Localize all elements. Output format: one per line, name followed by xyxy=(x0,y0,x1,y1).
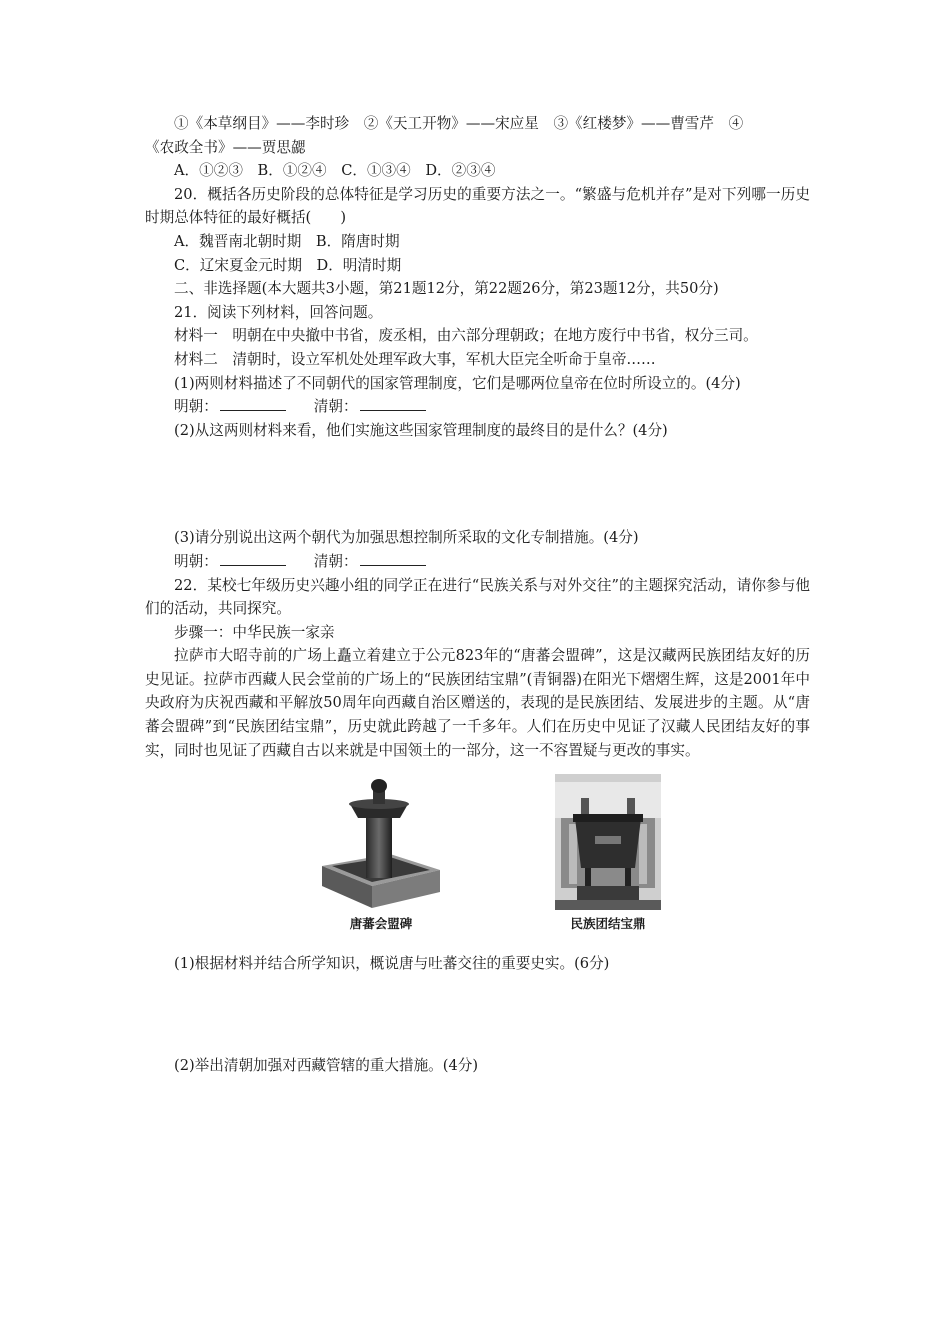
q21-subq-1: (1)两则材料描述了不同朝代的国家管理制度，它们是哪两位皇帝在位时所设立的。(4分) xyxy=(174,374,741,392)
figure-row xyxy=(145,774,810,952)
ming-label: 明朝： xyxy=(174,552,218,570)
q22-material-paragraph: 拉萨市大昭寺前的广场上矗立着建立于公元823年的“唐蕃会盟碑”，这是汉藏两民族团结友好的历史见证。拉萨市西藏人民会堂前的广场上的“民族团结宝鼎”(青铜器)在阳光下熠熠生辉，这是2001年中央政府为庆祝西藏和平解放50周年向西藏自治区赠送的，表现的是民族团结、发展进步的主题。从“唐蕃会盟碑”到“民族团结宝鼎”，历史就此跨越了一千多年。人们在历史中见证了汉藏人民团结友好的事实，同时也见证了西藏自古以来就是中国领土的一部分，这一不容置疑与更改的事实。 xyxy=(145,647,810,759)
q21-subq-3: (3)请分别说出这两个朝代为加强思想控制所采取的文化专制措施。(4分) xyxy=(174,529,639,547)
q20-options-cd: C．辽宋夏金元时期 D．明清时期 xyxy=(174,256,402,274)
section-2-heading: 二、非选择题(本大题共3小题，第21题12分，第22题26分，第23题12分，共50分) xyxy=(174,280,719,298)
q21-material-2: 材料二 清朝时，设立军机处处理军政大事，军机大臣完全听命于皇帝…… xyxy=(174,350,656,368)
q21-material-1: 材料一 明朝在中央撤中书省，废丞相，由六部分理朝政；在地方废行中书省，权分三司。 xyxy=(174,327,758,345)
q22-subq-1: (1)根据材料并结合所学知识，概说唐与吐蕃交往的重要史实。(6分) xyxy=(174,955,610,973)
q20-stem: 20．概括各历史阶段的总体特征是学习历史的重要方法之一。“繁盛与危机并存”是对下列哪一历史时期总体特征的最好概括( ) xyxy=(145,185,810,227)
qing-label: 清朝： xyxy=(313,398,358,416)
exam-page xyxy=(145,112,810,1077)
q21-subq-3-answers xyxy=(145,550,810,574)
answer-space xyxy=(145,976,810,1054)
qing-label: 清朝： xyxy=(313,552,358,570)
fig1-caption: 唐蕃会盟碑 xyxy=(349,916,413,932)
figure-unity-tripod xyxy=(555,774,661,932)
qing-answer-blank[interactable] xyxy=(360,395,426,411)
answer-space xyxy=(145,442,810,526)
q22-stem: 22．某校七年级历史兴趣小组的同学正在进行“民族关系与对外交往”的主题探究活动，请你参与他们的活动，共同探究。 xyxy=(145,576,810,618)
q21-stem: 21．阅读下列材料，回答问题。 xyxy=(174,303,383,321)
q19-items-line2: 《农政全书》——贾思勰 xyxy=(145,138,306,156)
q21-subq-1-answers xyxy=(145,395,810,419)
ming-answer-blank[interactable] xyxy=(220,395,286,411)
q22-step-1: 步骤一：中华民族一家亲 xyxy=(174,623,335,641)
fig2-caption: 民族团结宝鼎 xyxy=(570,916,646,932)
q20-options-ab: A．魏晋南北朝时期 B．隋唐时期 xyxy=(174,232,400,250)
q22-subq-2: (2)举出清朝加强对西藏管辖的重大措施。(4分) xyxy=(174,1056,479,1074)
bronze-tripod-icon xyxy=(555,774,661,910)
q19-options: A．①②③ B．①②④ C．①③④ D．②③④ xyxy=(174,162,496,180)
stone-stele-icon xyxy=(320,774,442,910)
qing-answer-blank[interactable] xyxy=(360,550,426,566)
ming-answer-blank[interactable] xyxy=(220,550,286,566)
q21-subq-2: (2)从这两则材料来看，他们实施这些国家管理制度的最终目的是什么？(4分) xyxy=(174,421,668,439)
figure-tang-stele xyxy=(320,774,442,932)
ming-label: 明朝： xyxy=(174,398,218,416)
q19-items-line1: ①《本草纲目》——李时珍 ②《天工开物》——宋应星 ③《红楼梦》——曹雪芹 ④ xyxy=(174,115,744,132)
